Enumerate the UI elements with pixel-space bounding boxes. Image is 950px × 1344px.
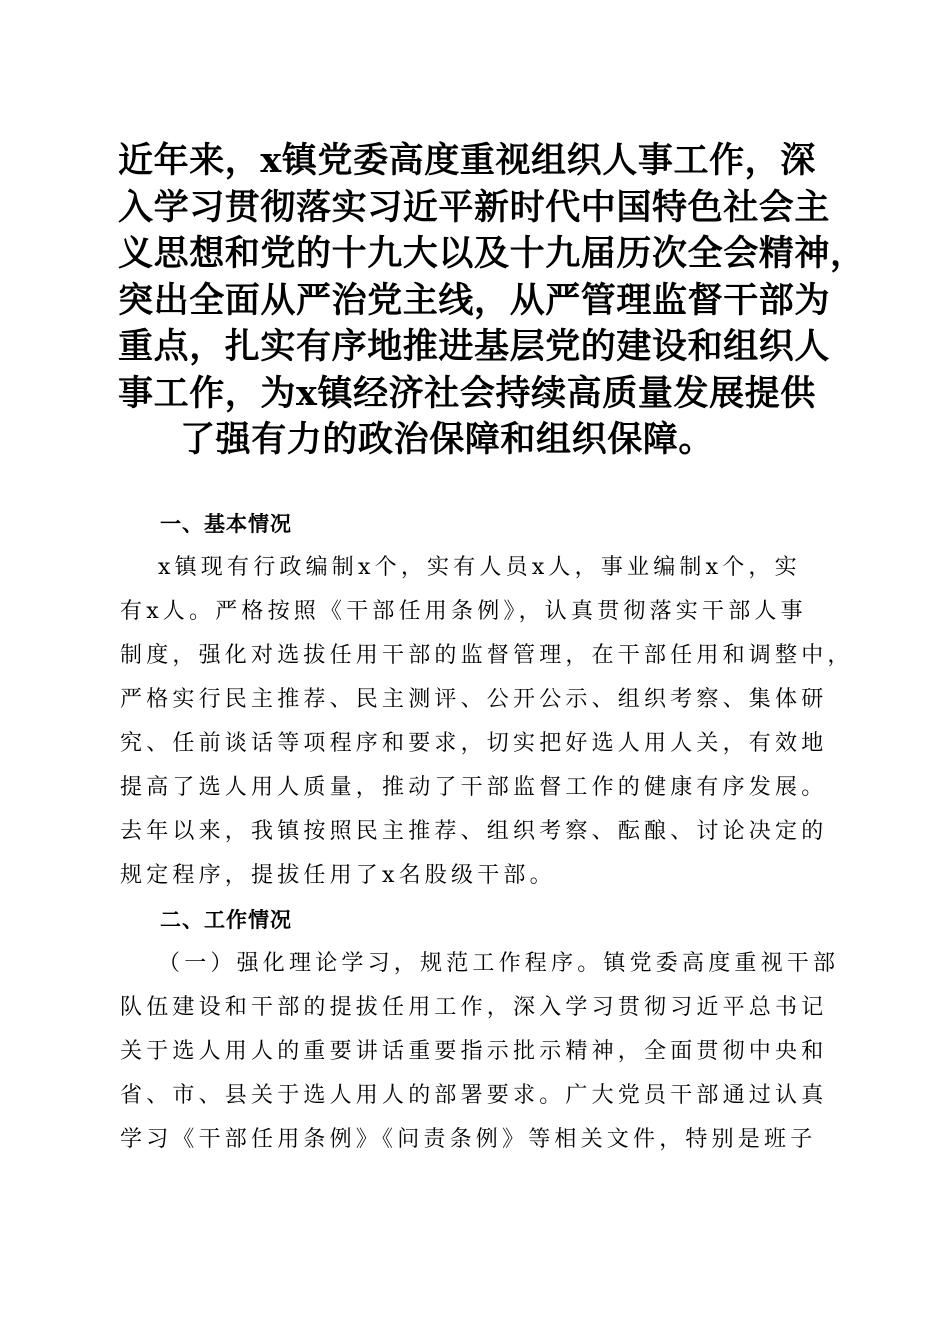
paragraph-line: 关于选人用人的重要讲话重要指示批示精神，全面贯彻中央和 <box>120 1039 828 1064</box>
title-line: 义思想和党的十九大以及十九届历次全会精神， <box>118 233 866 274</box>
paragraph-line: 学习《干部任用条例》《问责条例》等相关文件，特别是班子 <box>120 1127 817 1152</box>
paragraph-line: 有x人。严格按照《干部任用条例》，认真贯彻落实干部人事 <box>120 599 807 624</box>
title-line: 了强有力的政治保障和组织保障。 <box>180 419 715 460</box>
title-line: 重点，扎实有序地推进基层党的建设和组织人 <box>118 326 831 367</box>
paragraph-line: 队伍建设和干部的提拔任用工作，深入学习贯彻习近平总书记 <box>120 995 828 1020</box>
paragraph-line: 制度，强化对选拔任用干部的监督管理，在干部任用和调整中， <box>120 643 854 668</box>
document-title <box>118 138 866 464</box>
section-heading-basic-situation: 一、基本情况 <box>160 512 292 536</box>
paragraph-line: 提高了选人用人质量，推动了干部监督工作的健康有序发展。 <box>120 775 828 800</box>
paragraph-line: （一）强化理论学习，规范工作程序。镇党委高度重视干部 <box>158 951 840 976</box>
title-line: 入学习贯彻落实习近平新时代中国特色社会主 <box>118 186 831 228</box>
document-body <box>120 502 854 1162</box>
paragraph-line: x镇现有行政编制x个，实有人员x人，事业编制x个，实 <box>158 555 801 580</box>
paragraph-line: 究、任前谈话等项程序和要求，切实把好选人用人关，有效地 <box>120 731 828 756</box>
paragraph-line: 省、市、县关于选人用人的部署要求。广大党员干部通过认真 <box>120 1083 828 1108</box>
paragraph-line: 去年以来，我镇按照民主推荐、组织考察、酝酿、讨论决定的 <box>120 819 828 844</box>
title-line: 近年来，x镇党委高度重视组织人事工作，深 <box>118 140 816 181</box>
title-line: 突出全面从严治党主线，从严管理监督干部为 <box>118 279 831 321</box>
section-heading-work-situation: 二、工作情况 <box>160 908 292 932</box>
paragraph-line: 规定程序，提拔任用了x名股级干部。 <box>120 863 556 888</box>
title-line: 事工作，为x镇经济社会持续高质量发展提供 <box>118 372 816 414</box>
paragraph-line: 严格实行民主推荐、民主测评、公开公示、组织考察、集体研 <box>120 687 828 712</box>
